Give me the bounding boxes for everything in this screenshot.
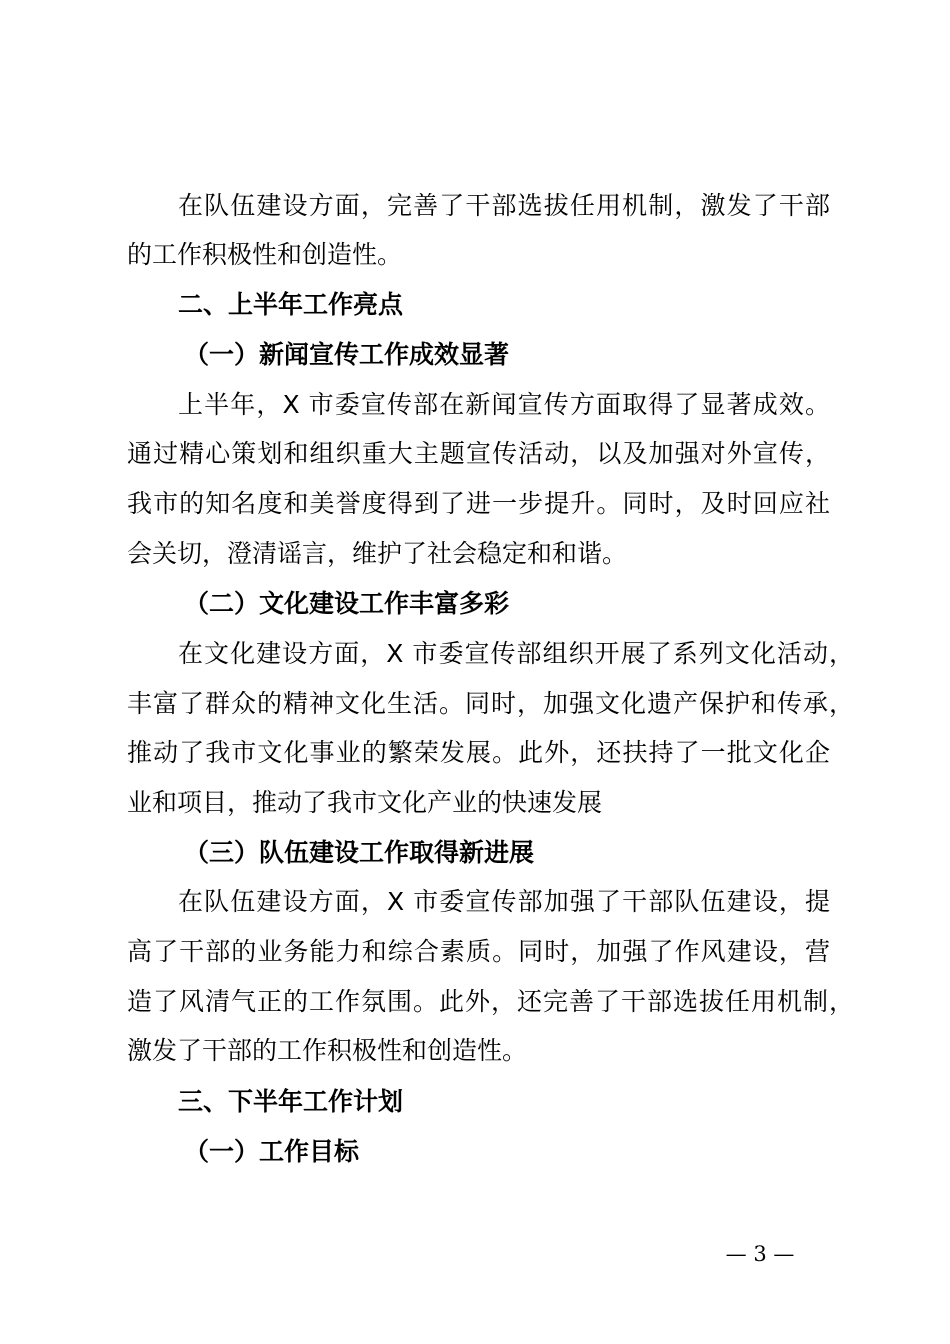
subsection-heading: （三）队伍建设工作取得新进展 [184,838,535,867]
paragraph-line: 推动了我市文化事业的繁荣发展。此外，还扶持了一批文化企 [127,738,830,767]
paragraph-line: 在队伍建设方面，完善了干部选拔任用机制，激发了干部 [178,191,830,220]
paragraph-line: 业和项目，推动了我市文化产业的快速发展 [127,788,603,817]
paragraph-line: 在文化建设方面，X 市委宣传部组织开展了系列文化活动， [178,639,854,668]
paragraph-line: 在队伍建设方面，X 市委宣传部加强了干部队伍建设，提 [178,887,830,916]
section-heading: 三、下半年工作计划 [178,1087,404,1116]
paragraph-line: 我市的知名度和美誉度得到了进一步提升。同时，及时回应社 [127,489,830,518]
paragraph-line: 通过精心策划和组织重大主题宣传活动，以及加强对外宣传， [127,439,830,468]
section-heading: 二、上半年工作亮点 [178,290,404,319]
paragraph-line: 上半年，X 市委宣传部在新闻宣传方面取得了显著成效。 [178,390,830,419]
paragraph-line: 激发了干部的工作积极性和创造性。 [127,1036,528,1065]
subsection-heading: （二）文化建设工作丰富多彩 [184,589,510,618]
page-number: — 3 — [725,1242,795,1266]
paragraph-line: 丰富了群众的精神文化生活。同时，加强文化遗产保护和传承， [127,689,854,718]
paragraph-line: 高了干部的业务能力和综合素质。同时，加强了作风建设，营 [127,937,830,966]
paragraph-line: 的工作积极性和创造性。 [127,240,403,269]
subsection-heading: （一）工作目标 [184,1137,360,1166]
paragraph-line: 会关切，澄清谣言，维护了社会稳定和和谐。 [127,539,628,568]
subsection-heading: （一）新闻宣传工作成效显著 [184,340,510,369]
paragraph-line: 造了风清气正的工作氛围。此外，还完善了干部选拔任用机制， [127,987,854,1016]
